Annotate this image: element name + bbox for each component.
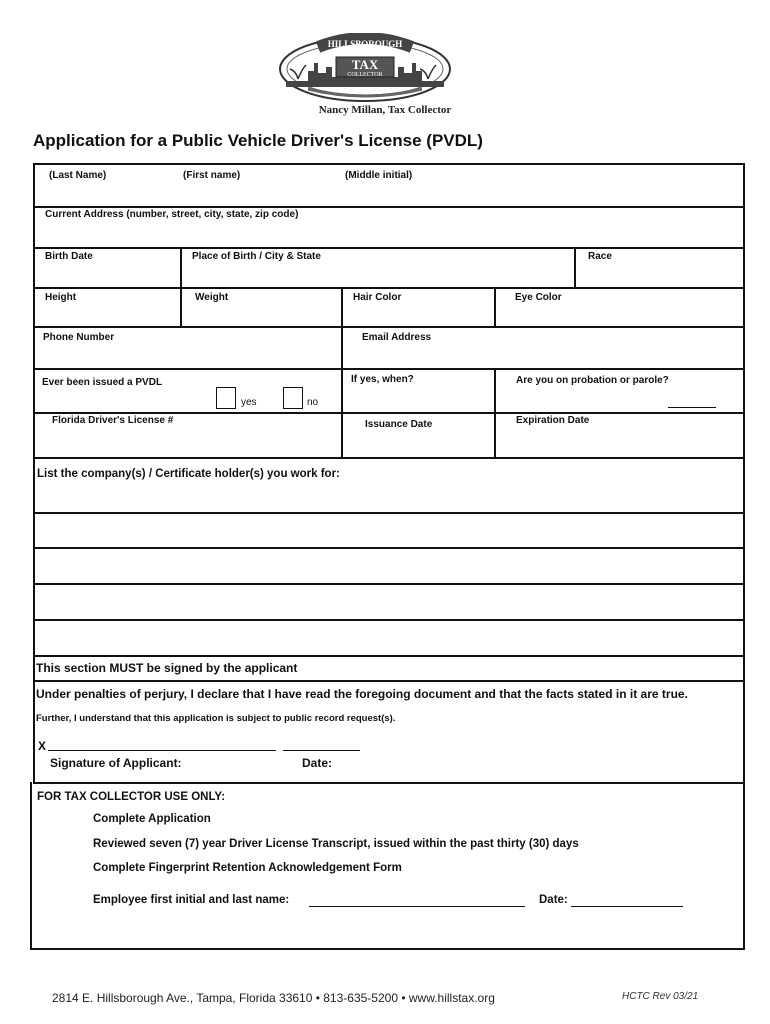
no-label: no: [307, 397, 319, 408]
revision-code: HCTC Rev 03/21: [622, 991, 699, 1002]
first-name-label: (First name): [183, 170, 241, 181]
office-item-fingerprint: Complete Fingerprint Retention Acknowledgement Form: [93, 862, 402, 874]
office-item-transcript: Reviewed seven (7) year Driver License Transcript, issued within the past thirty (30) days: [93, 838, 579, 850]
logo-collector-text: COLLECTOR: [347, 72, 383, 78]
address-label: Current Address (number, street, city, state, zip code): [45, 209, 299, 220]
page-title: Application for a Public Vehicle Driver's License (PVDL): [33, 131, 483, 150]
last-name-label: (Last Name): [49, 170, 107, 181]
signature-heading: This section MUST be signed by the applicant: [36, 661, 298, 675]
footer-address: 2814 E. Hillsborough Ave., Tampa, Florida 33610 • 813-635-5200 • www.hillstax.org: [52, 991, 495, 1005]
signature-date-line[interactable]: [283, 750, 360, 751]
perjury-statement: Under penalties of perjury, I declare that I have read the foregoing document and that the facts stated in it are true.: [36, 687, 688, 701]
employee-name-line[interactable]: [309, 906, 525, 907]
pvdl-no-checkbox[interactable]: [283, 387, 303, 409]
signature-x-mark: X: [38, 739, 47, 753]
tax-collector-logo: [278, 33, 453, 103]
issuance-date-label: Issuance Date: [365, 419, 433, 430]
dl-number-label: Florida Driver's License #: [52, 415, 174, 426]
probation-label: Are you on probation or parole?: [516, 375, 669, 386]
height-label: Height: [45, 292, 77, 303]
office-use-heading: FOR TAX COLLECTOR USE ONLY:: [37, 791, 226, 803]
collector-name: Nancy Millan, Tax Collector: [318, 104, 452, 116]
hair-color-label: Hair Color: [353, 292, 402, 303]
office-date-label: Date:: [539, 894, 568, 906]
signature-date-label: Date:: [302, 756, 333, 770]
if-yes-when-label: If yes, when?: [351, 374, 414, 385]
birth-place-label: Place of Birth / City & State: [192, 251, 321, 262]
expiration-date-label: Expiration Date: [516, 415, 590, 426]
yes-label: yes: [241, 397, 257, 408]
birth-date-label: Birth Date: [45, 251, 93, 262]
logo-tax-text: TAX: [351, 57, 379, 72]
employee-name-label: Employee first initial and last name:: [93, 894, 290, 906]
public-record-statement: Further, I understand that this application is subject to public record request(s).: [36, 713, 396, 724]
middle-initial-label: (Middle initial): [345, 170, 413, 181]
pvdl-yes-checkbox[interactable]: [216, 387, 236, 409]
companies-label: List the company(s) / Certificate holder(s) you work for:: [37, 468, 340, 480]
logo-top-text: HILLSBOROUGH: [327, 39, 403, 49]
logo-county-text: COUNTY: [354, 51, 376, 57]
eye-color-label: Eye Color: [515, 292, 562, 303]
race-label: Race: [588, 251, 612, 262]
office-date-line[interactable]: [571, 906, 683, 907]
signature-label: Signature of Applicant:: [50, 756, 182, 770]
issued-pvdl-label: Ever been issued a PVDL: [42, 377, 163, 388]
signature-line[interactable]: [48, 750, 276, 751]
office-item-application: Complete Application: [93, 813, 211, 825]
weight-label: Weight: [195, 292, 229, 303]
email-label: Email Address: [362, 332, 432, 343]
phone-label: Phone Number: [43, 332, 115, 343]
probation-answer-line[interactable]: [668, 407, 716, 408]
